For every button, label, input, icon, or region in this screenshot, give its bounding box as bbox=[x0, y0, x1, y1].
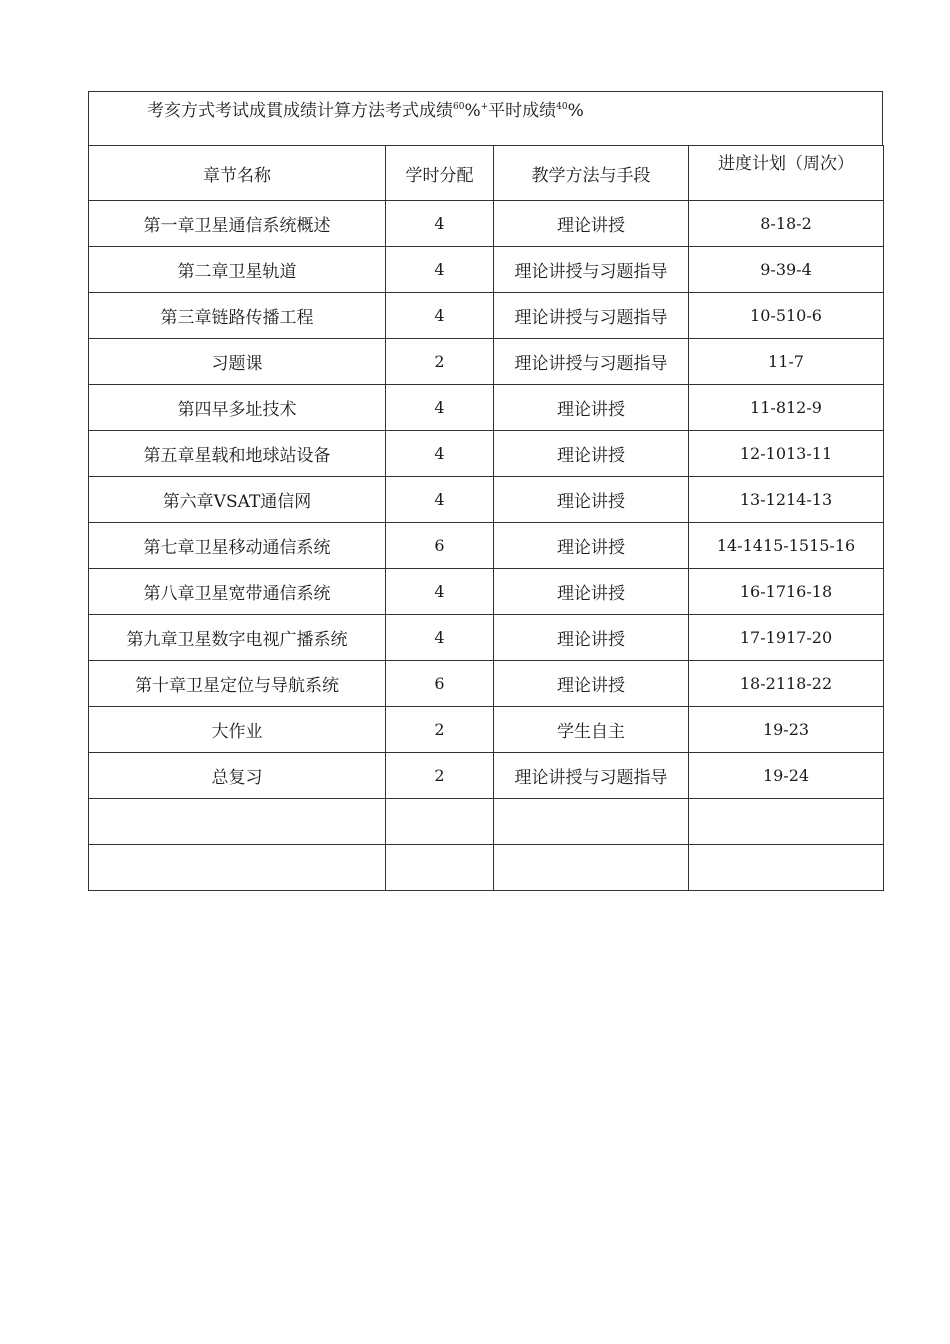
chapter-cell: 第十章卫星定位与导航系统 bbox=[89, 661, 386, 707]
method-cell: 理论讲授 bbox=[494, 201, 689, 247]
schedule-cell: 12-1013-11 bbox=[689, 431, 884, 477]
exam-method-row bbox=[88, 91, 883, 145]
hours-cell: 4 bbox=[386, 615, 494, 661]
method-cell: 理论讲授 bbox=[494, 477, 689, 523]
table-row bbox=[89, 707, 884, 753]
hours-cell: 4 bbox=[386, 569, 494, 615]
table-row bbox=[89, 293, 884, 339]
hours-cell: 4 bbox=[386, 293, 494, 339]
method-cell: 理论讲授与习题指导 bbox=[494, 753, 689, 799]
method-cell: 理论讲授 bbox=[494, 431, 689, 477]
exam-method-label: 考亥方式考试成貫成绩计算方法考式成绩 bbox=[147, 101, 453, 121]
chapter-cell: 第六章VSAT通信网 bbox=[89, 477, 386, 523]
table-row bbox=[89, 615, 884, 661]
schedule-cell: 17-1917-20 bbox=[689, 615, 884, 661]
table-row bbox=[89, 201, 884, 247]
exam-method-text bbox=[147, 96, 584, 121]
schedule-cell: 8-18-2 bbox=[689, 201, 884, 247]
hours-cell: 6 bbox=[386, 523, 494, 569]
table-row-empty bbox=[89, 845, 884, 891]
table-header-row bbox=[89, 146, 884, 201]
schedule-cell: 18-2118-22 bbox=[689, 661, 884, 707]
method-cell: 理论讲授 bbox=[494, 661, 689, 707]
schedule-cell: 14-1415-1515-16 bbox=[689, 523, 884, 569]
schedule-cell bbox=[689, 799, 884, 845]
regular-weight-sup: 40 bbox=[556, 102, 568, 112]
schedule-cell: 10-510-6 bbox=[689, 293, 884, 339]
method-cell bbox=[494, 845, 689, 891]
hours-cell: 2 bbox=[386, 753, 494, 799]
chapter-cell: 第四早多址技术 bbox=[89, 385, 386, 431]
percent-sign: % bbox=[464, 101, 481, 121]
schedule-table bbox=[88, 145, 884, 891]
hours-cell: 4 bbox=[386, 247, 494, 293]
table-row bbox=[89, 385, 884, 431]
hours-cell: 4 bbox=[386, 431, 494, 477]
chapter-cell: 总复习 bbox=[89, 753, 386, 799]
table-row bbox=[89, 523, 884, 569]
header-chapter-name: 章节名称 bbox=[89, 146, 386, 201]
method-cell: 理论讲授 bbox=[494, 385, 689, 431]
hours-cell: 2 bbox=[386, 707, 494, 753]
method-cell: 理论讲授与习题指导 bbox=[494, 247, 689, 293]
table-row bbox=[89, 339, 884, 385]
schedule-cell: 13-1214-13 bbox=[689, 477, 884, 523]
chapter-cell bbox=[89, 799, 386, 845]
chapter-cell: 习题课 bbox=[89, 339, 386, 385]
hours-cell: 6 bbox=[386, 661, 494, 707]
plus-sup: + bbox=[480, 102, 489, 112]
method-cell: 理论讲授与习题指导 bbox=[494, 293, 689, 339]
table-row bbox=[89, 477, 884, 523]
hours-cell: 4 bbox=[386, 477, 494, 523]
table-row bbox=[89, 753, 884, 799]
hours-cell bbox=[386, 845, 494, 891]
schedule-cell: 9-39-4 bbox=[689, 247, 884, 293]
table-row bbox=[89, 661, 884, 707]
course-schedule-sheet bbox=[88, 91, 883, 891]
schedule-cell: 19-24 bbox=[689, 753, 884, 799]
schedule-cell: 11-812-9 bbox=[689, 385, 884, 431]
table-row bbox=[89, 247, 884, 293]
chapter-cell: 第九章卫星数字电视广播系统 bbox=[89, 615, 386, 661]
chapter-cell: 第七章卫星移动通信系统 bbox=[89, 523, 386, 569]
header-hours: 学时分配 bbox=[386, 146, 494, 201]
schedule-cell: 19-23 bbox=[689, 707, 884, 753]
hours-cell: 4 bbox=[386, 385, 494, 431]
schedule-cell bbox=[689, 845, 884, 891]
header-schedule: 进度计划（周次） bbox=[689, 146, 884, 201]
schedule-cell: 16-1716-18 bbox=[689, 569, 884, 615]
schedule-cell: 11-7 bbox=[689, 339, 884, 385]
method-cell: 理论讲授与习题指导 bbox=[494, 339, 689, 385]
chapter-cell bbox=[89, 845, 386, 891]
table-row-empty bbox=[89, 799, 884, 845]
chapter-cell: 第五章星载和地球站设备 bbox=[89, 431, 386, 477]
chapter-cell: 第三章链路传播工程 bbox=[89, 293, 386, 339]
chapter-cell: 大作业 bbox=[89, 707, 386, 753]
chapter-cell: 第八章卫星宽带通信系统 bbox=[89, 569, 386, 615]
method-cell: 理论讲授 bbox=[494, 615, 689, 661]
method-cell: 理论讲授 bbox=[494, 523, 689, 569]
method-cell: 学生自主 bbox=[494, 707, 689, 753]
chapter-cell: 第二章卫星轨道 bbox=[89, 247, 386, 293]
header-teaching-method: 教学方法与手段 bbox=[494, 146, 689, 201]
method-cell bbox=[494, 799, 689, 845]
hours-cell: 4 bbox=[386, 201, 494, 247]
regular-score-label: 平时成绩 bbox=[488, 101, 557, 121]
hours-cell: 2 bbox=[386, 339, 494, 385]
exam-weight-sup: 60 bbox=[453, 102, 465, 112]
chapter-cell: 第一章卫星通信系统概述 bbox=[89, 201, 386, 247]
hours-cell bbox=[386, 799, 494, 845]
table-row bbox=[89, 569, 884, 615]
method-cell: 理论讲授 bbox=[494, 569, 689, 615]
percent-sign: % bbox=[567, 101, 584, 121]
table-row bbox=[89, 431, 884, 477]
